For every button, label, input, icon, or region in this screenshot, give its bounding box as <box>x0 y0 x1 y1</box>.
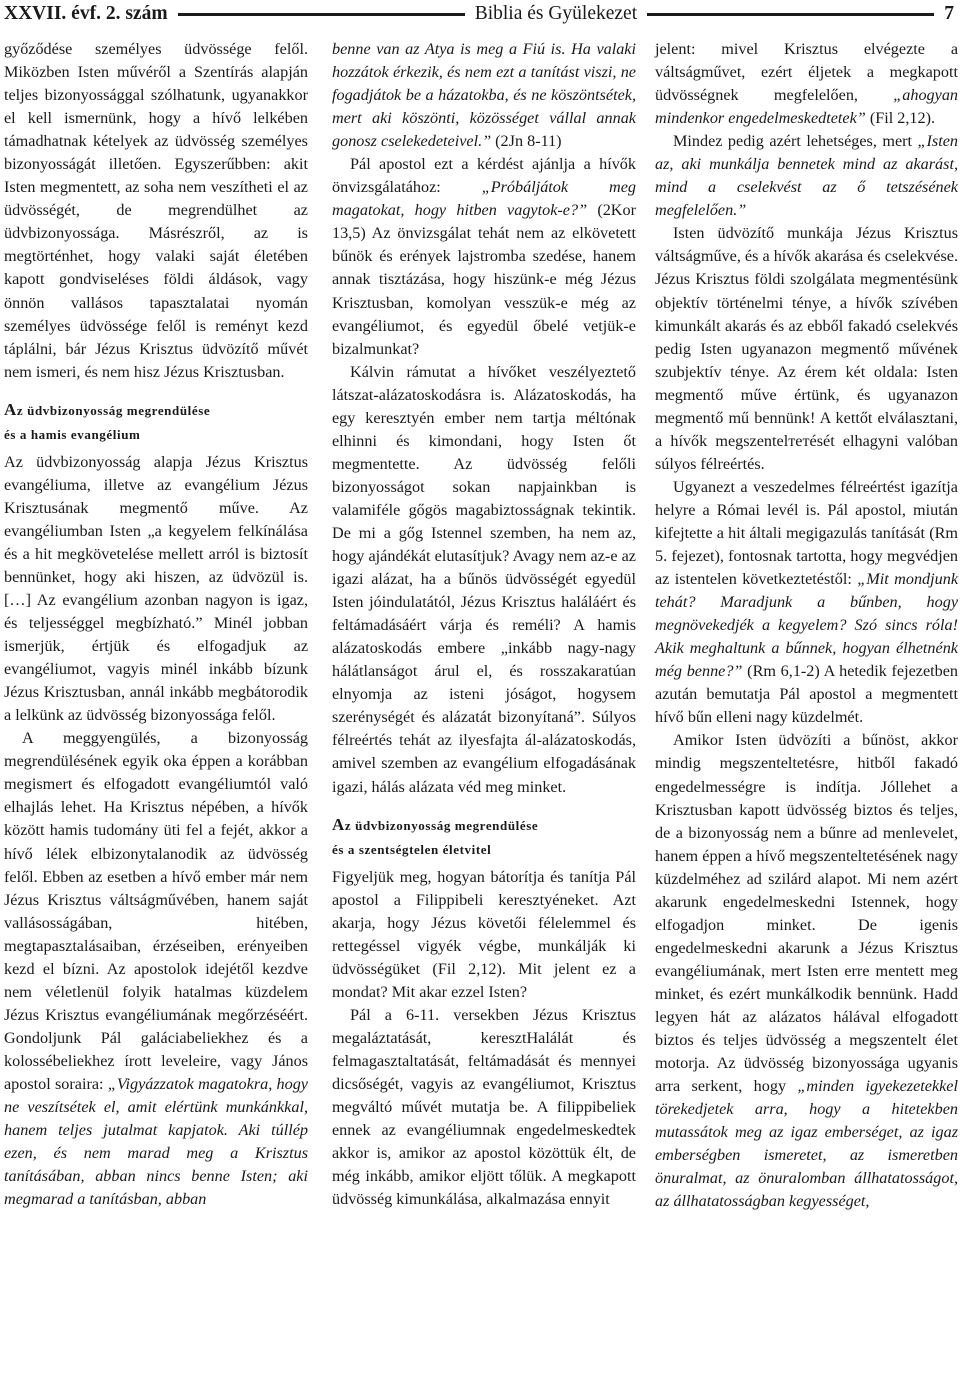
column-1 <box>4 38 308 1211</box>
paragraph <box>332 38 636 153</box>
paragraph: Isten üdvözítő munkája Jézus Krisztus váltságműve, és a hívők akarása és cselekvése. Jézus Krisztus földi szolgálata megmentésünk objektív történelmi ténye, a hívők szívében kimunkált akarás és az ebből fakadó cselekvés pedig Isten ugyanazon megmentő művének szubjektív ténye. Az érem két oldala: Isten megmentő műve értünk, és ugyanazon megmentő mű bennünk! A kettőt elválasztani, a hívők megszentelтетését elhagyni valóban súlyos félreértés. <box>655 224 958 473</box>
paragraph-text: Pál apostol ezt a kérdést ajánlja a hívők önvizsgálatához: <box>332 155 636 197</box>
heading-initial: A <box>332 814 345 834</box>
bible-quote: „minden igyekezetekkel törekedjetek arra, hogy a hitetekben mutassátok meg az igaz emberséget, az igaz emberségben ismeretet, az ismeretben önuralmat, az önuralomban állhatatosságot, az állhatatosságban kegyességet, <box>655 1077 958 1211</box>
paragraph-text: (2Kor 13,5) Az önvizsgálat tehát nem az elkövetett bűnök és erények lajstromba szedése, hanem annak tisztázása, hogy hiszünk-e még Jézus Krisztusban, komolyan vesszük-e még az evangéliumot, és egyedül őbelé vetjük-e bizalmunkat? <box>332 201 636 358</box>
bible-quote: „Mit mondjunk tehát? Maradjunk a bűnben, hogy megnövekedjék a kegyelem? Szó sincs róla! Akik meghaltunk a bűnnek, hogyan élhetnénk még benne?” <box>655 570 959 681</box>
paragraph-text: (Rm 6,1-2) A hetedik fejezetben azután bemutatja Pál apostol a megmentett hívő bűn elleni nagy küzdelmét. <box>655 662 959 727</box>
heading-initial: A <box>4 399 17 419</box>
bible-reference: (Fil 2,12). <box>865 109 936 128</box>
paragraph: Az üdvbizonyosság alapja Jézus Krisztus evangéliuma, illetve az evangélium Jézus Krisztusának megmentő műve. Az evangéliumban Isten „a kegyelem felkínálása és a hit megkövetelése mellett arról is biztosít bennünket, hogy aki hiszen, az üdvözül is. […] Az evangélium azonban nagyon is igaz, és teljességgel megbízható.” Minél jobban ismerjük, értjük és elfogadjuk az evangéliumot, vagyis minél inkább bízunk Jézus Krisztusban, annál inkább megbátorodik a lelkünk az üdvösség bizonyossága felől. <box>4 452 308 725</box>
section-heading <box>4 398 308 447</box>
heading-text-line2: és a hamis evangélium <box>4 426 141 442</box>
bible-quote: benne van az Atya is meg a Fiú is. Ha valaki hozzátok érkezik, és nem ezt a tanítást viszi, ne fogadjátok be a házatokba, és ne köszöntsétek, mert aki köszönti, közösséget vállal annak gonosz cselekedeteivel.” <box>332 40 636 151</box>
paragraph <box>4 727 308 1211</box>
paragraph <box>655 476 958 730</box>
column-3 <box>655 38 958 1213</box>
paragraph-text: jelent: mivel Krisztus elvégezte a váltságművet, ezért éljetek a megkapott üdvösségnek megfelelően, <box>655 40 958 105</box>
paragraph-text: Ugyanezt a veszedelmes félreértést igazítja helyre a Római levél is. Pál apostol, miután kifejtette a hit általi megigazulás tanítását (Rm 5. fejezet), fontosnak tartotta, hogy megvédjen az istentelen következtetéstől: <box>655 477 958 589</box>
paragraph-text: Amikor Isten üdvözíti a bűnöst, akkor mindig megszenteltetésre, hitből fakadó engedelmességre is indítja. Jóllehet a Krisztusban kapott üdvösség biztos és teljes, de a bizonyosság nem a bűnre ad menlevelet, hanem éppen a hívő megszenteltetésének nagy küzdelméhez ad szilárd alapot. Mi nem azért akarunk engedelmeskedni Istennek, hogy elfogadjon minket. De igenis engedelmeskedni akarunk a Jézus Krisztus evangéliumának, mert Isten erre mentett meg minket, és ezért munkálkodik bennünk. Hadd legyen hát az alázatos hálával elfogadott biztos és teljes üdvösség a megszentelt élet motorja. Az üdvösség bizonyossága ugyanis arra serkent, hogy <box>655 731 958 1096</box>
section-heading <box>332 813 636 862</box>
bible-quote: „Vigyázzatok magatokra, hogy ne veszítsétek el, amit elértünk munkánkkal, hanem teljes jutalmat kapjatok. Aki túllép ezen, és nem marad meg a Krisztus tanításában, abban nincs benne Isten; aki megmarad a tanításban, abban <box>4 1074 308 1209</box>
publication-title: Biblia és Gyülekezet <box>474 3 638 25</box>
bible-quote: „ahogyan mindenkor engedelmeskedtetek” <box>655 86 958 128</box>
paragraph <box>655 38 958 130</box>
bible-reference: (2Jn 8-11) <box>491 132 562 151</box>
paragraph: Pál a 6-11. versekben Jézus Krisztus megaláztatását, keresztHalálát és felmagasztaltatását, feltámadását és mennyei dicsőségét, vagyis az evangéliumot, Krisztus megváltó művét mutatja be. A filippibeliek ennek az evangéliumnak engedelmeskedtek akkor is, amikor az apostol közöttük élt, de még inkább, amikor eljött tőlük. A megkapott üdvösség kimunkálása, alkalmazása ennyit <box>332 1005 636 1209</box>
heading-text: z üdvbizonyosság megrendülése <box>344 817 539 833</box>
page-header <box>4 0 954 28</box>
bible-quote: „Isten az, aki munkálja bennetek mind az akarást, mind a cselekvést az ő tetszésének megfelelően.” <box>655 132 958 220</box>
paragraph: Figyeljük meg, hogyan bátorítja és tanítja Pál apostol a Filippibeli keresztyéneket. Azt akarja, hogy Jézus követői félelemmel és rettegéssel vigyék végbe, munkálják ki üdvösségüket (Fil 2,12). Mit jelent ez a mondat? Mit akar ezzel Isten? <box>332 867 636 1001</box>
paragraph <box>655 130 958 222</box>
paragraph: Kálvin rámutat a hívőket veszélyeztető látszat-alázatoskodásra is. Alázatoskodás, ha egy keresztyén ember nem tartja méltónak elhinni és kimondani, hogy Isten őt megmentette. Az üdvösség felőli bizonyosságot sokan napjainkban is valamiféle gőgös magabiztosságnak tekintik. De mi a gőg Istennel szemben, ha nem az, hogy ajándékát elutasítjuk? Avagy nem az-e az igazi alázat, ha a bűnös üdvösségét egyedül Isten jóindulatától, Jézus Krisztus haláláért és feltámadásáért várja és reméli? A hamis alázatoskodás embere „inkább nagy-nagy hálátlanságot árul el, és rosszakaratúan elnyomja az isteni jóságot, hogysem szerénységét és alázatát bizonyítaná”. Súlyos félreértés tehát az ilyesfajta ál-alázatoskodás, amivel szemben az evangélium elfogadásának igazi, hálás alázata véd meg minket. <box>332 362 636 796</box>
column-2 <box>332 38 636 1211</box>
page-number: 7 <box>944 3 955 25</box>
bible-quote: „Próbáljátok meg magatokat, hogy hitben vagytok-e?” <box>332 178 636 220</box>
paragraph <box>655 729 958 1213</box>
issue-label: XXVII. évf. 2. szám <box>4 3 168 25</box>
paragraph <box>332 153 636 360</box>
paragraph-text: A meggyengülés, a bizonyosság megrendülésének egyik oka éppen a korábban megismert és elfogadott evangéliumtól való elhajlás lehet. Ha Krisztus népében, a hívők között hamis tudomány üti fel a fejét, akkor a hívő lélek elbizonytalanodik az üdvösség felől. Ebben az esetben a hívő ember már nem Jézus Krisztus váltságművében, hanem saját vallásosságában, hitében, megtapasztalásaiban, érzéseiben, erényeiben kezd el bízni. Az apostolok idejétől kezdve nem véletlenül folyik hatalmas küzdelem Jézus Krisztus evangéliumának megőrzéséért. Gondoljunk Pál galáciabeliekhez és a kolossébeliekhez írott leveleire, vagy János apostol soraira: <box>4 729 308 1093</box>
header-rule-left <box>178 13 465 16</box>
header-rule-right <box>647 13 934 16</box>
heading-text-line2: és a szentségtelen életvitel <box>332 841 492 857</box>
paragraph: győződése személyes üdvössége felől. Miközben Isten művéről a Szentírás alapján teljes bizonyossággal szólhatunk, ugyanakkor el kell ismernünk, hogy a hívő lelkében támadhatnak kételyek az üdvösség személyes bizonyosságát illetően. Egyszerűbben: akit Isten megmentett, az soha nem veszítheti el az üdvösségét, de megrendülhet az üdvbizonyossága. Másrészről, az is megtörténhet, hogy valaki saját életében kapott gondviseléses földi áldások, vagy önnön vallásos tapasztalatai nyomán személyes üdvössége felől is reményt kezd táplálni, bár Jézus Krisztus üdvözítő művét nem ismeri, és nem hisz Jézus Krisztusban. <box>4 40 308 381</box>
heading-text: z üdvbizonyosság megrendülése <box>16 402 211 418</box>
paragraph-text: Mindez pedig azért lehetséges, mert <box>673 132 918 151</box>
